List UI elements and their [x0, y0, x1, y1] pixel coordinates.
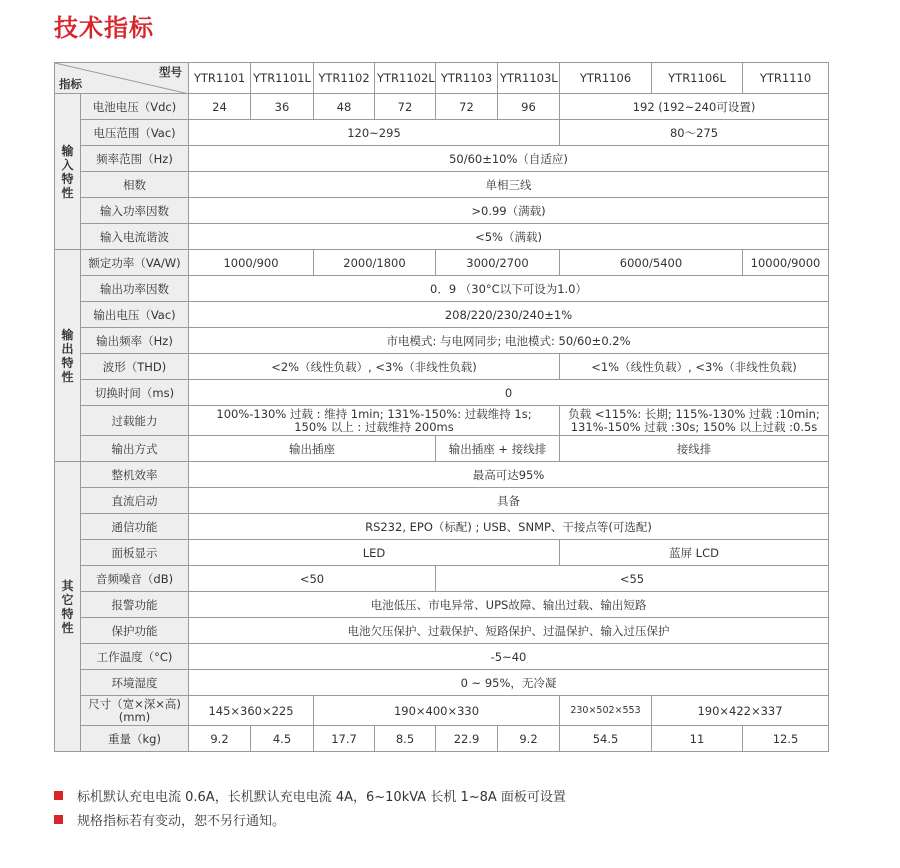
model-cell: YTR1102L [375, 63, 436, 94]
table-row [55, 302, 829, 328]
header-row [55, 63, 829, 94]
row-label: 输入功率因数 [81, 198, 189, 224]
table-row [55, 488, 829, 514]
dimensions-label-line: (mm) [118, 709, 151, 724]
table-cell: 72 [375, 94, 436, 120]
row-label: 电池电压（Vdc) [81, 94, 189, 120]
row-label: 整机效率 [81, 462, 189, 488]
row-label: 环境湿度 [81, 670, 189, 696]
table-cell: 96 [498, 94, 560, 120]
table-cell: 190×400×330 [314, 696, 560, 726]
model-cell: YTR1101L [251, 63, 314, 94]
table-cell: 145×360×225 [189, 696, 314, 726]
table-row [55, 726, 829, 752]
row-label: 输出方式 [81, 436, 189, 462]
table-cell: 36 [251, 94, 314, 120]
row-label: 工作温度（°C) [81, 644, 189, 670]
table-cell: 市电模式: 与电网同步; 电池模式: 50/60±0.2% [189, 328, 829, 354]
model-cell: YTR1103 [436, 63, 498, 94]
table-row [55, 94, 829, 120]
bullet-square-icon [54, 791, 63, 800]
row-label: 通信功能 [81, 514, 189, 540]
note-item [54, 807, 566, 831]
model-cell: YTR1106L [652, 63, 743, 94]
category-input: 输入特性 [55, 94, 81, 250]
row-label: 音频噪音（dB) [81, 566, 189, 592]
row-label: 额定功率（VA/W) [81, 250, 189, 276]
table-row [55, 354, 829, 380]
table-cell [189, 406, 560, 436]
table-cell: <55 [436, 566, 829, 592]
table-row [55, 276, 829, 302]
table-row [55, 120, 829, 146]
overload-right-line: 负载 <115%: 长期; 115%-130% 过载 :10min; [568, 406, 820, 421]
table-cell: 0 [189, 380, 829, 406]
row-label: 输出频率（Hz) [81, 328, 189, 354]
row-label: 相数 [81, 172, 189, 198]
table-cell: 2000/1800 [314, 250, 436, 276]
model-header-label: 型号 [159, 65, 182, 79]
category-other: 其它特性 [55, 462, 81, 752]
table-cell: 3000/2700 [436, 250, 560, 276]
table-cell: 9.2 [498, 726, 560, 752]
table-row [55, 380, 829, 406]
table-row [55, 406, 829, 436]
table-cell: 10000/9000 [743, 250, 829, 276]
model-cell: YTR1102 [314, 63, 375, 94]
table-cell: 80～275 [560, 120, 829, 146]
indicator-header-label: 指标 [59, 77, 82, 91]
table-cell: 22.9 [436, 726, 498, 752]
page-title: 技术指标 [54, 14, 154, 42]
note-text: 规格指标若有变动，恕不另行通知。 [77, 813, 286, 829]
overload-left-line: 100%-130% 过载 : 维持 1min; 131%-150%: 过载维持 1s; [216, 406, 532, 421]
spec-table [54, 62, 829, 752]
table-cell: <5%（满载) [189, 224, 829, 250]
table-cell: 蓝屏 LCD [560, 540, 829, 566]
table-cell: 输出插座 + 接线排 [436, 436, 560, 462]
table-cell: 11 [652, 726, 743, 752]
overload-left-line: 150% 以上 : 过载维持 200ms [294, 419, 454, 434]
table-cell [560, 406, 829, 436]
row-label: 波形（THD) [81, 354, 189, 380]
table-cell: 4.5 [251, 726, 314, 752]
row-label: 输出电压（Vac) [81, 302, 189, 328]
row-label: 电压范围（Vac) [81, 120, 189, 146]
table-cell: <1%（线性负载）, <3%（非线性负载) [560, 354, 829, 380]
row-label: 过载能力 [81, 406, 189, 436]
table-row [55, 696, 829, 726]
table-cell: LED [189, 540, 560, 566]
table-cell: 最高可达95% [189, 462, 829, 488]
row-label: 直流启动 [81, 488, 189, 514]
table-row [55, 436, 829, 462]
table-cell: 输出插座 [189, 436, 436, 462]
table-cell: 192 (192~240可设置) [560, 94, 829, 120]
model-cell: YTR1106 [560, 63, 652, 94]
table-row [55, 618, 829, 644]
table-cell: 单相三线 [189, 172, 829, 198]
table-cell: 50/60±10%（自适应) [189, 146, 829, 172]
dimensions-label-line: 尺寸（宽×深×高) [88, 696, 181, 711]
table-cell: 1000/900 [189, 250, 314, 276]
category-output: 输出特性 [55, 250, 81, 462]
row-label: 切换时间（ms) [81, 380, 189, 406]
table-cell: 208/220/230/240±1% [189, 302, 829, 328]
overload-right-line: 131%-150% 过载 :30s; 150% 以上过载 :0.5s [570, 419, 818, 434]
table-cell: 9.2 [189, 726, 251, 752]
row-label: 输入电流谐波 [81, 224, 189, 250]
note-item [54, 783, 566, 807]
table-row [55, 566, 829, 592]
table-row [55, 514, 829, 540]
table-cell: 电池欠压保护、过载保护、短路保护、过温保护、输入过压保护 [189, 618, 829, 644]
table-cell: 190×422×337 [652, 696, 829, 726]
table-cell: 48 [314, 94, 375, 120]
row-label: 重量（kg) [81, 726, 189, 752]
table-cell: 17.7 [314, 726, 375, 752]
notes [54, 783, 566, 831]
row-label: 频率范围（Hz) [81, 146, 189, 172]
table-row [55, 250, 829, 276]
table-cell: 电池低压、市电异常、UPS故障、输出过载、输出短路 [189, 592, 829, 618]
table-row [55, 146, 829, 172]
table-row [55, 198, 829, 224]
table-cell: 6000/5400 [560, 250, 743, 276]
table-cell: RS232, EPO（标配) ; USB、SNMP、干接点等(可选配) [189, 514, 829, 540]
table-cell: 8.5 [375, 726, 436, 752]
table-cell: 具备 [189, 488, 829, 514]
table-cell: 接线排 [560, 436, 829, 462]
bullet-square-icon [54, 815, 63, 824]
table-cell: 120~295 [189, 120, 560, 146]
row-label: 报警功能 [81, 592, 189, 618]
table-cell: 0 ~ 95%，无冷凝 [189, 670, 829, 696]
table-cell: -5~40 [189, 644, 829, 670]
table-cell: 12.5 [743, 726, 829, 752]
table-row [55, 172, 829, 198]
table-row [55, 540, 829, 566]
row-label [81, 696, 189, 726]
table-cell: <2%（线性负载）, <3%（非线性负载) [189, 354, 560, 380]
table-row [55, 644, 829, 670]
row-label: 输出功率因数 [81, 276, 189, 302]
header-corner [55, 63, 189, 94]
table-row [55, 224, 829, 250]
model-cell: YTR1101 [189, 63, 251, 94]
row-label: 面板显示 [81, 540, 189, 566]
table-cell: 230×502×553 [560, 696, 652, 726]
table-row [55, 462, 829, 488]
row-label: 保护功能 [81, 618, 189, 644]
table-cell: 24 [189, 94, 251, 120]
note-text: 标机默认充电电流 0.6A，长机默认充电电流 4A，6~10kVA 长机 1~8A 面板可设置 [77, 789, 566, 805]
table-row [55, 592, 829, 618]
model-cell: YTR1110 [743, 63, 829, 94]
table-cell: 54.5 [560, 726, 652, 752]
table-cell: 0．9 （30°C以下可设为1.0） [189, 276, 829, 302]
table-row [55, 670, 829, 696]
table-cell: <50 [189, 566, 436, 592]
table-cell: 72 [436, 94, 498, 120]
table-row [55, 328, 829, 354]
table-cell: >0.99（满载) [189, 198, 829, 224]
model-cell: YTR1103L [498, 63, 560, 94]
